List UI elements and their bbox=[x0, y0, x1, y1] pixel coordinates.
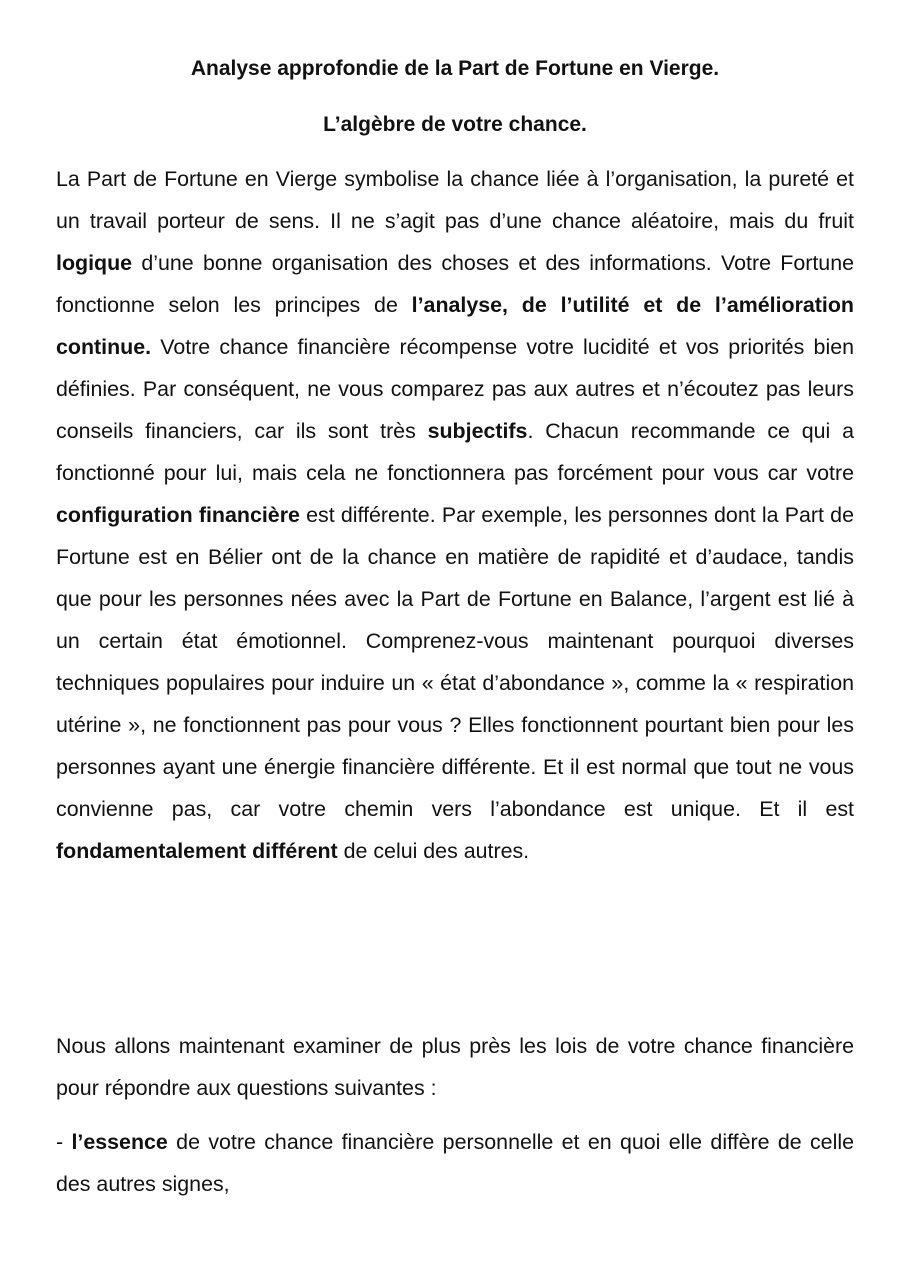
emphasis-principles: l’analyse, de l’utilité et de l’amélioration continue. bbox=[56, 293, 854, 359]
text-run: . Chacun recommande ce qui a fonctionné pour lui, mais cela ne fonctionnera pas forcément pour vous car votre bbox=[56, 419, 854, 485]
second-paragraph: Nous allons maintenant examiner de plus près les lois de votre chance financière pour répondre aux questions suivantes : bbox=[56, 1034, 854, 1100]
document-subtitle: L’algèbre de votre chance. bbox=[323, 113, 587, 136]
text-run: La Part de Fortune en Vierge symbolise la chance liée à l’organisation, la pureté et un travail porteur de sens. Il ne s’agit pas d’une chance aléatoire, mais du fruit bbox=[56, 167, 854, 233]
bullet-prefix: - bbox=[56, 1130, 72, 1154]
emphasis-configuration: configuration financière bbox=[56, 503, 300, 527]
text-run: de votre chance financière personnelle et en quoi elle diffère de celle des autres signes, bbox=[56, 1130, 854, 1196]
text-run: est différente. Par exemple, les personnes dont la Part de Fortune est en Bélier ont de la chance en matière de rapidité et d’audace, tandis que pour les personnes nées avec la Part de Fortune en Balance, l’argent est lié à un certain état émotionnel. Comprenez-vous maintenant pourquoi diverses techniques populaires pour induire un « état d’abondance », comme la « respiration utérine », ne fonctionnent pas pour vous ? Elles fonctionnent pourtant bien pour les personnes ayant une énergie financière différente. Et il est normal que tout ne vous convienne pas, car votre chemin vers l’abondance est unique. Et il est bbox=[56, 503, 854, 821]
bullet-item bbox=[56, 1121, 854, 1205]
emphasis-essence: l’essence bbox=[71, 1130, 168, 1154]
text-run: Votre chance financière récompense votre lucidité et vos priorités bien définies. Par conséquent, ne vous comparez pas aux autres et n’écoutez pas leurs conseils financiers, car ils sont très bbox=[56, 335, 854, 443]
emphasis-fondamentalement: fondamentalement différent bbox=[56, 839, 338, 863]
text-run: d’une bonne organisation des choses et des informations. Votre Fortune fonctionne selon les principes de bbox=[56, 251, 854, 317]
emphasis-logique: logique bbox=[56, 251, 133, 275]
document-title: Analyse approfondie de la Part de Fortune en Vierge. bbox=[190, 57, 720, 80]
intro-paragraph bbox=[56, 158, 854, 872]
text-run: de celui des autres. bbox=[337, 839, 530, 863]
emphasis-subjectifs: subjectifs bbox=[427, 419, 528, 443]
